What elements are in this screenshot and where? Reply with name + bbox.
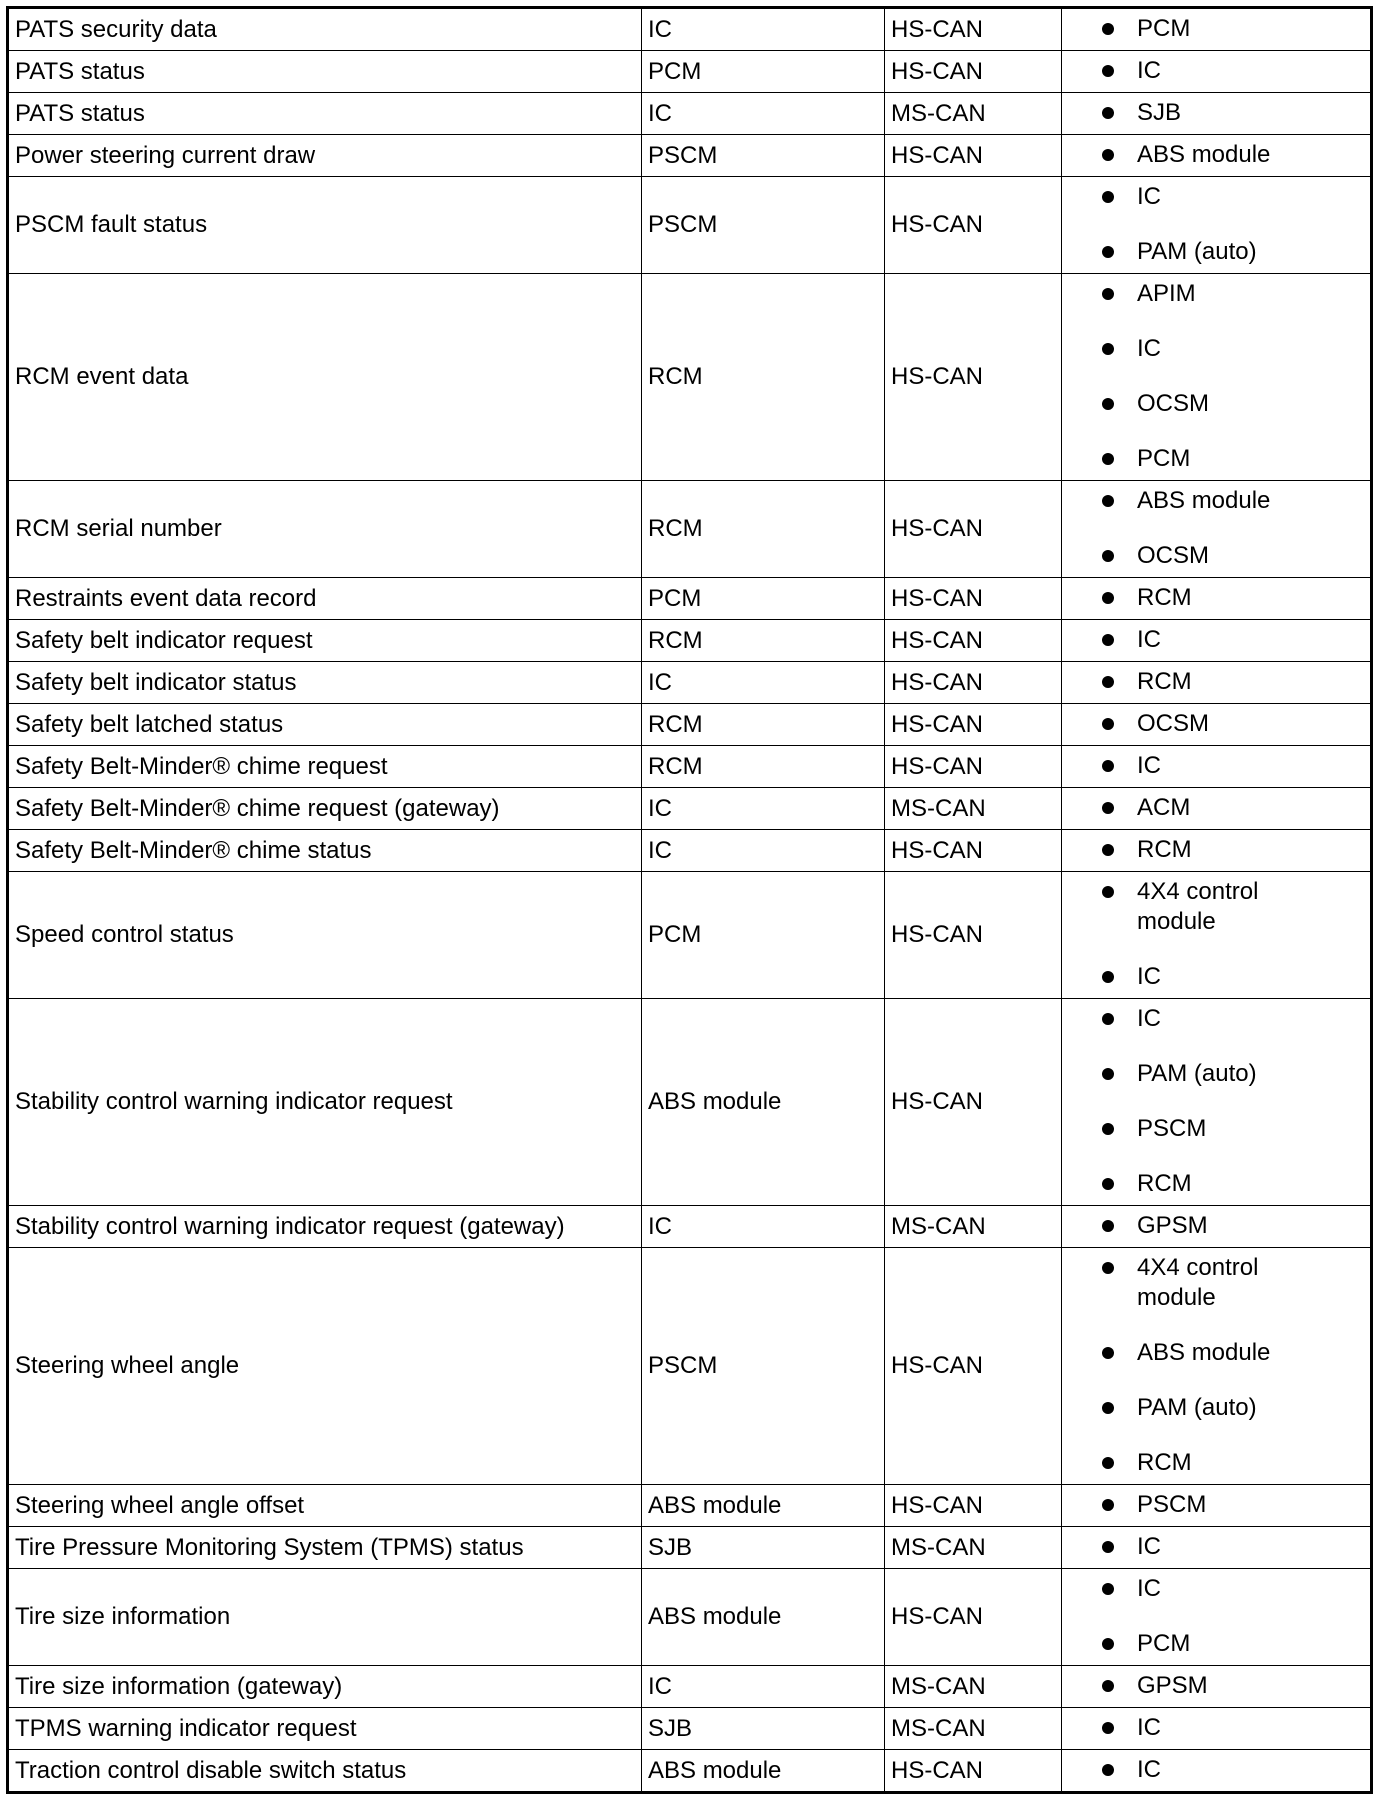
receivers-cell: [1062, 8, 1372, 51]
message-cell: Safety Belt-Minder® chime status: [8, 830, 642, 872]
receiver-label: APIM: [1137, 280, 1196, 307]
table-row: [8, 51, 1372, 93]
network-cell: HS-CAN: [885, 578, 1062, 620]
receiver-item: [1102, 370, 1364, 425]
receiver-list: [1102, 1569, 1364, 1665]
receiver-label: ABS module: [1137, 141, 1271, 168]
receiver-list: [1102, 620, 1364, 661]
receivers-cell: [1062, 274, 1372, 481]
bullet-icon: [1102, 1123, 1114, 1135]
receiver-item: [1102, 315, 1364, 370]
receiver-list: [1102, 872, 1364, 998]
receivers-cell: [1062, 1666, 1372, 1708]
receiver-list: [1102, 788, 1364, 829]
receiver-item: [1102, 1150, 1364, 1205]
table-row: [8, 662, 1372, 704]
receiver-list: [1102, 578, 1364, 619]
receiver-item: [1102, 620, 1364, 661]
originator-cell: IC: [642, 93, 885, 135]
message-cell: Power steering current draw: [8, 135, 642, 177]
receiver-label: RCM: [1137, 584, 1192, 611]
receivers-cell: [1062, 999, 1372, 1206]
receiver-item: [1102, 1708, 1364, 1749]
network-cell: MS-CAN: [885, 1206, 1062, 1248]
receiver-list: [1102, 662, 1364, 703]
network-cell: HS-CAN: [885, 1569, 1062, 1666]
table-row: [8, 1206, 1372, 1248]
bullet-icon: [1102, 149, 1114, 161]
receivers-cell: [1062, 1750, 1372, 1793]
receivers-cell: [1062, 620, 1372, 662]
receivers-cell: [1062, 51, 1372, 93]
bullet-icon: [1102, 844, 1114, 856]
table-row: [8, 578, 1372, 620]
receiver-label: PAM (auto): [1137, 238, 1257, 265]
receiver-item: [1102, 830, 1364, 871]
receiver-item: [1102, 746, 1364, 787]
message-cell: Tire size information: [8, 1569, 642, 1666]
originator-cell: PSCM: [642, 1248, 885, 1485]
receivers-cell: [1062, 746, 1372, 788]
receiver-item: [1102, 93, 1364, 134]
receivers-cell: [1062, 788, 1372, 830]
receiver-label: RCM: [1137, 1449, 1192, 1476]
network-message-table: [6, 6, 1373, 1794]
bullet-icon: [1102, 1347, 1114, 1359]
receiver-item: [1102, 274, 1364, 315]
receiver-item: [1102, 1206, 1364, 1247]
receivers-cell: [1062, 1708, 1372, 1750]
receiver-list: [1102, 830, 1364, 871]
bullet-icon: [1102, 343, 1114, 355]
table-row: [8, 1569, 1372, 1666]
network-cell: HS-CAN: [885, 274, 1062, 481]
network-cell: HS-CAN: [885, 1485, 1062, 1527]
receiver-label: ABS module: [1137, 487, 1271, 514]
bullet-icon: [1102, 1722, 1114, 1734]
bullet-icon: [1102, 1457, 1114, 1469]
bullet-icon: [1102, 1680, 1114, 1692]
originator-cell: RCM: [642, 746, 885, 788]
table-row: [8, 1248, 1372, 1485]
originator-cell: RCM: [642, 481, 885, 578]
receiver-label: IC: [1137, 963, 1161, 990]
originator-cell: PCM: [642, 872, 885, 999]
message-cell: Traction control disable switch status: [8, 1750, 642, 1793]
receivers-cell: [1062, 872, 1372, 999]
message-cell: Safety belt indicator status: [8, 662, 642, 704]
receiver-item: [1102, 1095, 1364, 1150]
table-row: [8, 746, 1372, 788]
receiver-label: ACM: [1137, 794, 1191, 821]
receiver-label: IC: [1137, 335, 1161, 362]
receiver-label: IC: [1137, 1575, 1161, 1602]
bullet-icon: [1102, 1068, 1114, 1080]
originator-cell: SJB: [642, 1708, 885, 1750]
message-cell: Tire Pressure Monitoring System (TPMS) status: [8, 1527, 642, 1569]
bullet-icon: [1102, 886, 1114, 898]
message-cell: PATS security data: [8, 8, 642, 51]
network-cell: HS-CAN: [885, 1248, 1062, 1485]
receiver-label: IC: [1137, 752, 1161, 779]
receiver-label: 4X4 control module: [1137, 878, 1259, 935]
bullet-icon: [1102, 1764, 1114, 1776]
message-cell: Safety belt indicator request: [8, 620, 642, 662]
bullet-icon: [1102, 495, 1114, 507]
receivers-cell: [1062, 1248, 1372, 1485]
table-body: [8, 8, 1372, 1793]
receiver-list: [1102, 999, 1364, 1205]
receiver-list: [1102, 177, 1364, 273]
message-cell: Restraints event data record: [8, 578, 642, 620]
receiver-label: OCSM: [1137, 542, 1209, 569]
receiver-list: [1102, 1666, 1364, 1707]
receivers-cell: [1062, 1527, 1372, 1569]
originator-cell: PSCM: [642, 177, 885, 274]
receiver-label: 4X4 control module: [1137, 1254, 1259, 1311]
receiver-label: OCSM: [1137, 710, 1209, 737]
message-cell: Stability control warning indicator request: [8, 999, 642, 1206]
receiver-label: PAM (auto): [1137, 1060, 1257, 1087]
receiver-label: OCSM: [1137, 390, 1209, 417]
bullet-icon: [1102, 398, 1114, 410]
table-row: [8, 93, 1372, 135]
message-cell: Steering wheel angle offset: [8, 1485, 642, 1527]
receivers-cell: [1062, 93, 1372, 135]
bullet-icon: [1102, 1638, 1114, 1650]
originator-cell: IC: [642, 1666, 885, 1708]
receiver-list: [1102, 93, 1364, 134]
table-row: [8, 177, 1372, 274]
originator-cell: IC: [642, 662, 885, 704]
bullet-icon: [1102, 971, 1114, 983]
receiver-label: PCM: [1137, 15, 1191, 42]
receiver-list: [1102, 704, 1364, 745]
originator-cell: ABS module: [642, 1485, 885, 1527]
message-cell: RCM serial number: [8, 481, 642, 578]
bullet-icon: [1102, 1499, 1114, 1511]
receivers-cell: [1062, 830, 1372, 872]
network-cell: HS-CAN: [885, 999, 1062, 1206]
bullet-icon: [1102, 634, 1114, 646]
receiver-label: IC: [1137, 1714, 1161, 1741]
table-row: [8, 481, 1372, 578]
message-cell: Stability control warning indicator request (gateway): [8, 1206, 642, 1248]
originator-cell: PSCM: [642, 135, 885, 177]
receiver-item: [1102, 1610, 1364, 1665]
receiver-item: [1102, 177, 1364, 218]
originator-cell: ABS module: [642, 1569, 885, 1666]
receiver-label: GPSM: [1137, 1672, 1208, 1699]
bullet-icon: [1102, 1402, 1114, 1414]
originator-cell: IC: [642, 788, 885, 830]
receivers-cell: [1062, 662, 1372, 704]
table-row: [8, 999, 1372, 1206]
network-cell: HS-CAN: [885, 177, 1062, 274]
receiver-label: GPSM: [1137, 1212, 1208, 1239]
network-cell: HS-CAN: [885, 746, 1062, 788]
receiver-list: [1102, 135, 1364, 176]
network-cell: HS-CAN: [885, 704, 1062, 746]
bullet-icon: [1102, 1541, 1114, 1553]
table-row: [8, 1708, 1372, 1750]
bullet-icon: [1102, 802, 1114, 814]
message-cell: PATS status: [8, 93, 642, 135]
receiver-label: IC: [1137, 183, 1161, 210]
message-cell: Safety Belt-Minder® chime request (gateway): [8, 788, 642, 830]
bullet-icon: [1102, 1262, 1114, 1274]
table-row: [8, 620, 1372, 662]
originator-cell: ABS module: [642, 1750, 885, 1793]
message-cell: Steering wheel angle: [8, 1248, 642, 1485]
originator-cell: IC: [642, 1206, 885, 1248]
receiver-item: [1102, 1319, 1364, 1374]
bullet-icon: [1102, 592, 1114, 604]
receiver-item: [1102, 1527, 1364, 1568]
message-cell: Tire size information (gateway): [8, 1666, 642, 1708]
bullet-icon: [1102, 760, 1114, 772]
receiver-label: RCM: [1137, 836, 1192, 863]
receiver-list: [1102, 746, 1364, 787]
receiver-label: PCM: [1137, 1630, 1191, 1657]
table-row: [8, 1527, 1372, 1569]
receiver-label: PCM: [1137, 445, 1191, 472]
message-cell: RCM event data: [8, 274, 642, 481]
receiver-label: IC: [1137, 57, 1161, 84]
receiver-item: [1102, 1429, 1364, 1484]
receiver-item: [1102, 425, 1364, 480]
bullet-icon: [1102, 246, 1114, 258]
bullet-icon: [1102, 191, 1114, 203]
table-row: [8, 1485, 1372, 1527]
network-cell: HS-CAN: [885, 1750, 1062, 1793]
originator-cell: PCM: [642, 51, 885, 93]
receiver-item: [1102, 1248, 1364, 1319]
receivers-cell: [1062, 1569, 1372, 1666]
bullet-icon: [1102, 550, 1114, 562]
receiver-item: [1102, 1485, 1364, 1526]
receiver-list: [1102, 1248, 1364, 1484]
receiver-item: [1102, 135, 1364, 176]
receiver-list: [1102, 1527, 1364, 1568]
network-cell: MS-CAN: [885, 93, 1062, 135]
network-cell: MS-CAN: [885, 1666, 1062, 1708]
receiver-list: [1102, 1206, 1364, 1247]
network-cell: HS-CAN: [885, 872, 1062, 999]
table-row: [8, 1750, 1372, 1793]
receiver-item: [1102, 1666, 1364, 1707]
bullet-icon: [1102, 1178, 1114, 1190]
receiver-item: [1102, 788, 1364, 829]
receiver-label: IC: [1137, 626, 1161, 653]
network-cell: MS-CAN: [885, 788, 1062, 830]
receiver-item: [1102, 218, 1364, 273]
table-row: [8, 704, 1372, 746]
network-cell: HS-CAN: [885, 620, 1062, 662]
receiver-label: ABS module: [1137, 1339, 1271, 1366]
originator-cell: ABS module: [642, 999, 885, 1206]
receiver-label: RCM: [1137, 1170, 1192, 1197]
receivers-cell: [1062, 135, 1372, 177]
receiver-item: [1102, 999, 1364, 1040]
message-cell: PSCM fault status: [8, 177, 642, 274]
receiver-label: SJB: [1137, 99, 1182, 126]
receiver-list: [1102, 481, 1364, 577]
network-cell: HS-CAN: [885, 662, 1062, 704]
table-row: [8, 872, 1372, 999]
bullet-icon: [1102, 107, 1114, 119]
receiver-item: [1102, 662, 1364, 703]
receiver-list: [1102, 1708, 1364, 1749]
receiver-item: [1102, 943, 1364, 998]
network-cell: HS-CAN: [885, 481, 1062, 578]
message-cell: Safety Belt-Minder® chime request: [8, 746, 642, 788]
receivers-cell: [1062, 578, 1372, 620]
receivers-cell: [1062, 704, 1372, 746]
message-cell: PATS status: [8, 51, 642, 93]
originator-cell: RCM: [642, 274, 885, 481]
table-row: [8, 1666, 1372, 1708]
receiver-item: [1102, 1750, 1364, 1791]
receiver-item: [1102, 872, 1364, 943]
receiver-label: IC: [1137, 1005, 1161, 1032]
receiver-item: [1102, 1040, 1364, 1095]
receiver-list: [1102, 1485, 1364, 1526]
network-cell: HS-CAN: [885, 51, 1062, 93]
originator-cell: IC: [642, 8, 885, 51]
receiver-item: [1102, 1569, 1364, 1610]
receivers-cell: [1062, 1206, 1372, 1248]
message-cell: Speed control status: [8, 872, 642, 999]
originator-cell: SJB: [642, 1527, 885, 1569]
receiver-list: [1102, 1750, 1364, 1791]
receiver-label: IC: [1137, 1533, 1161, 1560]
network-cell: HS-CAN: [885, 830, 1062, 872]
originator-cell: RCM: [642, 620, 885, 662]
bullet-icon: [1102, 65, 1114, 77]
bullet-icon: [1102, 1583, 1114, 1595]
receiver-label: RCM: [1137, 668, 1192, 695]
receiver-label: PSCM: [1137, 1491, 1207, 1518]
network-cell: HS-CAN: [885, 135, 1062, 177]
originator-cell: IC: [642, 830, 885, 872]
table-row: [8, 8, 1372, 51]
network-cell: MS-CAN: [885, 1708, 1062, 1750]
receivers-cell: [1062, 177, 1372, 274]
bullet-icon: [1102, 676, 1114, 688]
receiver-item: [1102, 578, 1364, 619]
bullet-icon: [1102, 1013, 1114, 1025]
receiver-item: [1102, 51, 1364, 92]
receivers-cell: [1062, 481, 1372, 578]
bullet-icon: [1102, 453, 1114, 465]
receivers-cell: [1062, 1485, 1372, 1527]
originator-cell: PCM: [642, 578, 885, 620]
bullet-icon: [1102, 288, 1114, 300]
receiver-item: [1102, 522, 1364, 577]
originator-cell: RCM: [642, 704, 885, 746]
bullet-icon: [1102, 718, 1114, 730]
network-cell: HS-CAN: [885, 8, 1062, 51]
table-row: [8, 788, 1372, 830]
receiver-item: [1102, 1374, 1364, 1429]
network-cell: MS-CAN: [885, 1527, 1062, 1569]
receiver-label: PAM (auto): [1137, 1394, 1257, 1421]
receiver-label: IC: [1137, 1756, 1161, 1783]
receiver-list: [1102, 274, 1364, 480]
message-cell: TPMS warning indicator request: [8, 1708, 642, 1750]
table-row: [8, 135, 1372, 177]
receiver-item: [1102, 481, 1364, 522]
bullet-icon: [1102, 1220, 1114, 1232]
bullet-icon: [1102, 23, 1114, 35]
receiver-item: [1102, 704, 1364, 745]
receiver-label: PSCM: [1137, 1115, 1207, 1142]
receiver-item: [1102, 9, 1364, 50]
message-cell: Safety belt latched status: [8, 704, 642, 746]
receiver-list: [1102, 51, 1364, 92]
table-row: [8, 830, 1372, 872]
receiver-list: [1102, 9, 1364, 50]
table-row: [8, 274, 1372, 481]
